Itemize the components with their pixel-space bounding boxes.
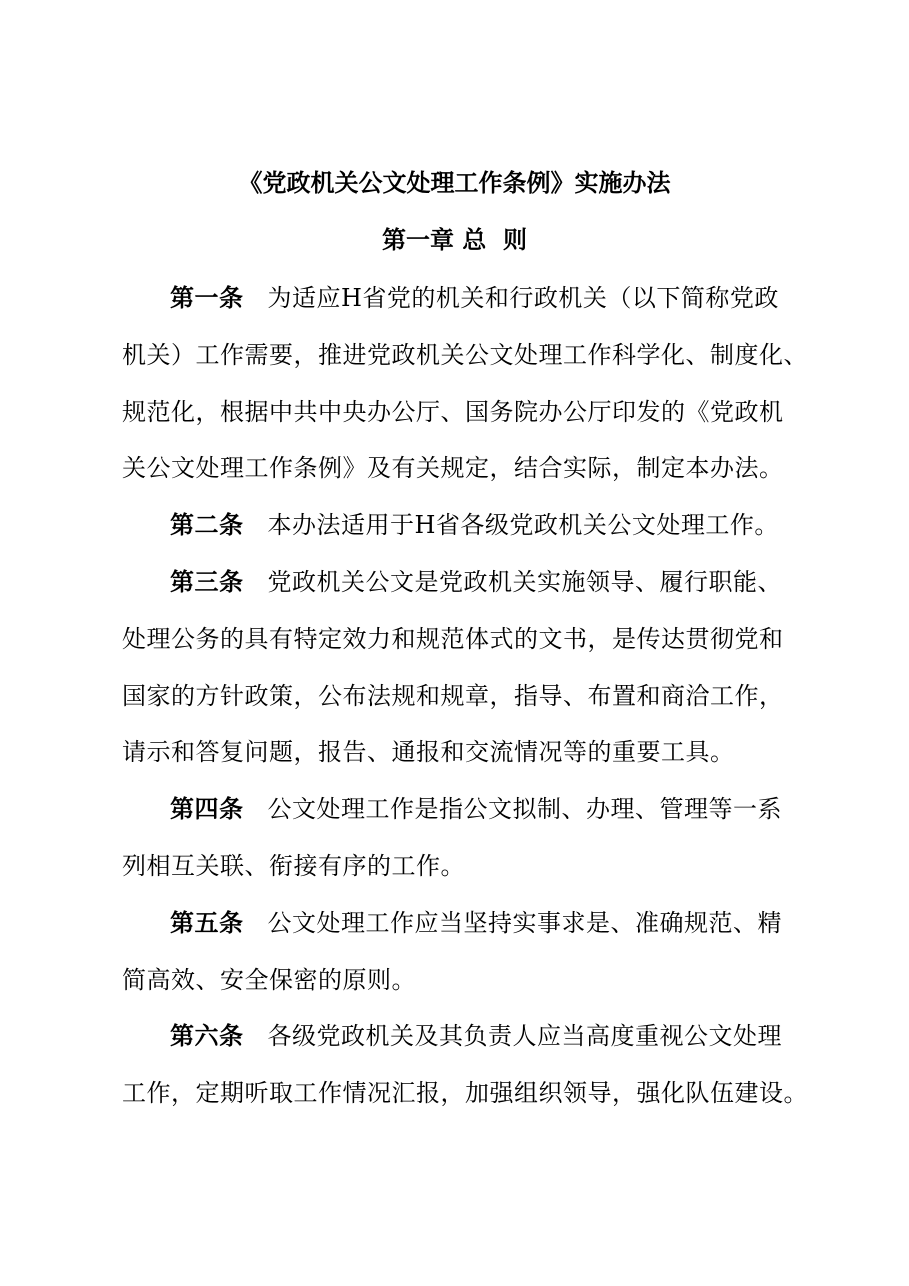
article-2-label: 第二条 <box>170 511 244 540</box>
article-5-text: 公文处理工作应当坚持实事求是、准确规范、精 <box>267 908 782 937</box>
article-1-text: 为适应H省党的机关和行政机关（以下简称党政 <box>267 284 779 312</box>
article-3-text: 党政机关公文是党政机关实施领导、履行职能、 <box>267 567 782 596</box>
article-4-line-2: 列相互关联、衔接有序的工作。 <box>122 851 465 880</box>
article-5-line-1 <box>122 903 802 960</box>
document-body <box>122 278 808 1130</box>
article-5-label: 第五条 <box>170 908 244 937</box>
article-6-label: 第六条 <box>170 1022 244 1051</box>
article-1-line-2: 机关）工作需要，推进党政机关公文处理工作科学化、制度化、 <box>122 340 808 369</box>
document-title: 《党政机关公文处理工作条例》实施办法 <box>238 168 671 197</box>
chapter-heading: 第一章 总 则 <box>381 226 528 254</box>
article-3-line-2: 处理公务的具有特定效力和规范体式的文书，是传达贯彻党和 <box>122 624 784 653</box>
article-3-line-4: 请示和答复问题，报告、通报和交流情况等的重要工具。 <box>122 738 735 767</box>
article-3-line-3: 国家的方针政策，公布法规和规章，指导、布置和商洽工作， <box>122 681 784 710</box>
article-2-line-1 <box>122 505 802 562</box>
article-5-line-2: 简高效、安全保密的原则。 <box>122 965 416 994</box>
article-4-line-1 <box>122 789 802 846</box>
article-3-line-1 <box>122 562 802 619</box>
article-4-label: 第四条 <box>170 795 244 824</box>
article-3-label: 第三条 <box>170 567 244 596</box>
article-1-line-4: 关公文处理工作条例》及有关规定，结合实际，制定本办法。 <box>122 454 784 483</box>
article-6-text: 各级党政机关及其负责人应当高度重视公文处理 <box>267 1022 782 1051</box>
article-2-text: 本办法适用于H省各级党政机关公文处理工作。 <box>267 511 779 540</box>
article-4-text: 公文处理工作是指公文拟制、办理、管理等一系 <box>267 795 782 824</box>
article-6-line-2: 工作，定期听取工作情况汇报，加强组织领导，强化队伍建设。 <box>122 1079 808 1108</box>
article-1-line-1 <box>122 278 802 335</box>
article-1-line-3: 规范化，根据中共中央办公厅、国务院办公厅印发的《党政机 <box>122 397 784 426</box>
article-6-line-1 <box>122 1016 802 1073</box>
article-1-label: 第一条 <box>170 284 244 312</box>
